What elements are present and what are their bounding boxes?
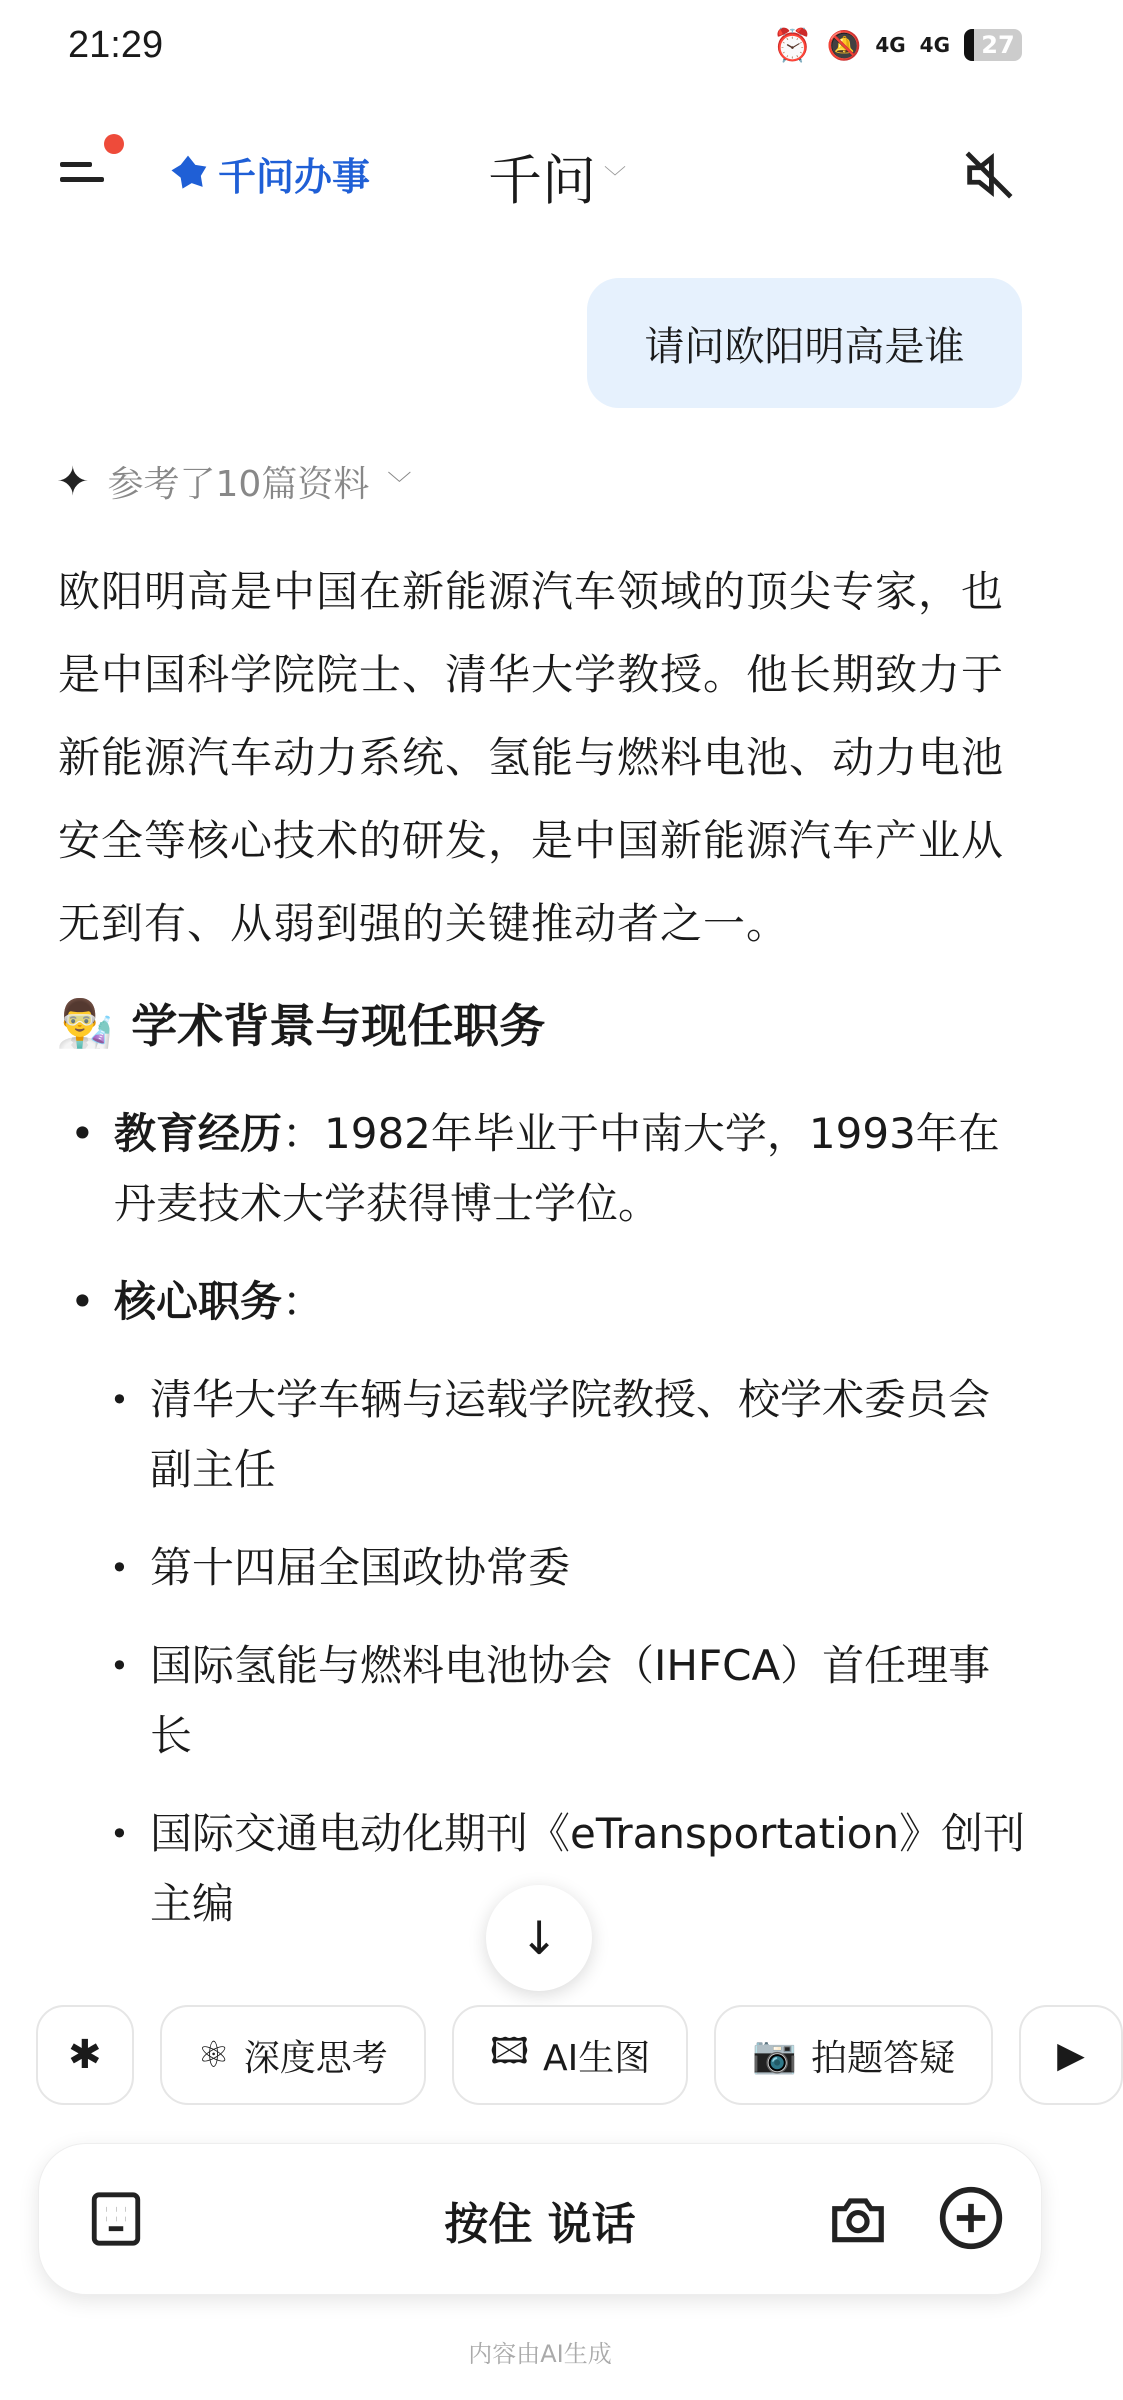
signal-4g-2: 4G — [919, 33, 950, 57]
chevron-down-icon: ﹀ — [387, 470, 412, 498]
chevron-down-icon: ﹀ — [604, 166, 627, 191]
model-selector[interactable] — [488, 138, 626, 215]
list-item-positions — [70, 1267, 1030, 1337]
list-item: • 第十四届全国政协常委 — [110, 1533, 1030, 1603]
chip-label: 深度思考 — [243, 2037, 388, 2079]
camera-sparkle-icon: 📷 — [752, 2035, 798, 2076]
status-time: 21:29 — [68, 24, 164, 66]
education-text: ：1982年毕业于中南大学，1993年在丹麦技术大学获得博士学位。 — [114, 1109, 1000, 1228]
image-sparkle-icon: 🖾 — [489, 2030, 529, 2072]
quick-actions — [36, 2005, 1123, 2105]
list-item-education — [70, 1099, 1030, 1239]
atom-icon: ⚛ — [197, 2034, 230, 2076]
camera-icon[interactable] — [827, 2188, 889, 2250]
sparkle-icon: ✦ — [56, 458, 90, 505]
battery-indicator: 27 — [964, 29, 1022, 61]
sources-toggle[interactable] — [56, 456, 411, 507]
page-title: 千问 — [488, 149, 596, 212]
user-message: 请问欧阳明高是谁 — [587, 278, 1022, 408]
scientist-emoji-icon: 👨‍🔬 — [56, 995, 114, 1050]
bell-muted-icon: 🔕 — [826, 28, 862, 62]
chip-ai-image[interactable] — [452, 2005, 688, 2105]
brand-name: 千问办事 — [218, 155, 371, 199]
shortcut-button[interactable] — [36, 2005, 134, 2105]
section-title: 学术背景与现任职务 — [131, 999, 546, 1053]
section-heading — [56, 990, 545, 1056]
speaker-muted-button[interactable] — [960, 146, 1018, 208]
list-item: • 国际氢能与燃料电池协会（IHFCA）首任理事长 — [110, 1631, 1030, 1771]
plus-icon[interactable] — [937, 2184, 1005, 2252]
chip-label: AI生图 — [542, 2037, 651, 2079]
scroll-down-button[interactable] — [486, 1885, 592, 1991]
menu-button[interactable] — [60, 152, 104, 192]
chip-photo-question[interactable] — [714, 2005, 993, 2105]
chip-label: 拍题答疑 — [811, 2037, 956, 2079]
asterisk-icon: ✱ — [68, 2032, 102, 2078]
positions-label: 核心职务 — [114, 1277, 283, 1326]
chip-deep-thinking[interactable] — [160, 2005, 426, 2105]
chip-video[interactable] — [1019, 2005, 1123, 2105]
video-icon: ▶ — [1057, 2034, 1085, 2076]
alarm-icon: ⏰ — [772, 26, 813, 64]
arrow-down-icon: ↓ — [519, 1911, 559, 1965]
speaker-muted-icon — [960, 146, 1018, 204]
list-item: • 清华大学车辆与运载学院教授、校学术委员会副主任 — [110, 1365, 1030, 1505]
list-item: • 国际交通电动化期刊《eTransportation》创刊主编 — [110, 1799, 1030, 1939]
ai-disclaimer: 内容由AI生成 — [468, 2340, 612, 2368]
voice-input-bar[interactable] — [38, 2143, 1042, 2295]
brand-logo[interactable] — [166, 146, 370, 201]
positions-colon: ： — [282, 1277, 325, 1326]
bullet-list — [70, 1099, 1030, 1967]
status-icons — [773, 26, 1022, 64]
sources-label: 参考了10篇资料 — [107, 464, 370, 505]
education-label: 教育经历 — [114, 1109, 283, 1158]
signal-4g-1: 4G — [875, 33, 906, 57]
notification-dot — [104, 134, 124, 154]
answer-paragraph: 欧阳明高是中国在新能源汽车领域的顶尖专家，也是中国科学院院士、清华大学教授。他长期致力于新能源汽车动力系统、氢能与燃料电池、动力电池安全等核心技术的研发，是中国新能源汽车产业从无到有、从弱到强的关键推动者之一。 — [58, 567, 1005, 948]
brand-logo-icon — [166, 152, 210, 196]
hold-to-talk-label[interactable]: 按住 说话 — [444, 2199, 636, 2250]
